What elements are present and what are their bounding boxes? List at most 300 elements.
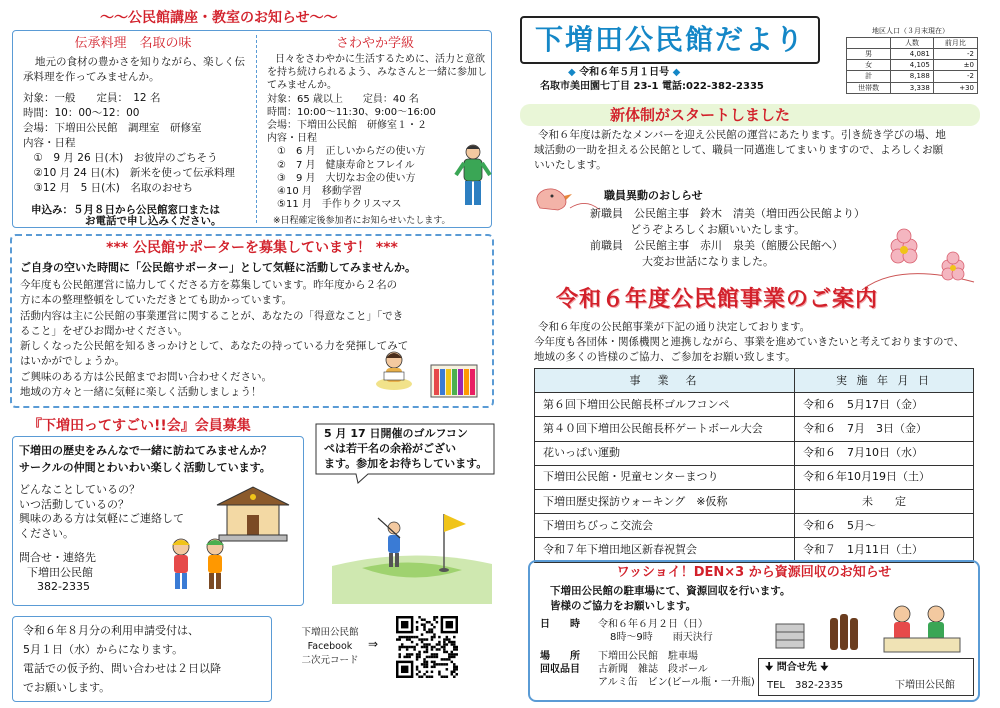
address-text: 名取市美田園七丁目 23-1 [540, 81, 659, 92]
population-table [846, 37, 978, 94]
qr-module [428, 656, 430, 658]
sugoi-line: サークルの仲間とわいわい楽しく活動しています。 [19, 461, 271, 474]
supporter-line: ること」をぜひお聞かせください。 [20, 324, 188, 337]
densho-line: 対象：一般 定員： 12 名 [23, 92, 161, 104]
qr-module [401, 646, 403, 648]
qr-module [403, 636, 405, 638]
new-system-body [534, 128, 946, 173]
qr-module [423, 651, 425, 653]
qr-module [453, 666, 455, 668]
event-name: 令和７年下増田地区新春祝賀会 [535, 538, 795, 562]
qr-module [441, 676, 443, 678]
qr-module [423, 626, 425, 628]
qr-module [423, 628, 425, 630]
personnel-body [590, 206, 865, 270]
recycle-date-label: 日 時 [540, 619, 580, 630]
pop-cell: 世帯数 [847, 82, 891, 93]
qr-module [443, 643, 445, 645]
qr-module [451, 656, 453, 658]
qr-module [433, 666, 435, 668]
qr-module [426, 646, 428, 648]
sawayaka-line: 会場：下増田公民館 研修室１・２ [267, 120, 427, 132]
qr-module [451, 641, 453, 643]
qr-module [443, 663, 445, 665]
sugoi-title: 『下増田ってすごい!!会』会員募集 [28, 418, 251, 434]
densho-body [23, 55, 245, 196]
recycle-items-value-2: アルミ缶 ビン(ビール瓶・一升瓶) [598, 677, 755, 688]
personnel-line: どうぞよろしくお願いいたします。 [630, 223, 806, 236]
qr-module [431, 666, 433, 668]
recycle-lead-line: 皆様のご協力をお願いします。 [550, 600, 697, 612]
qr-module [428, 621, 430, 623]
qr-module [418, 653, 420, 655]
golf-text [324, 426, 487, 471]
densho-line: 内容・日程 [23, 137, 76, 149]
qr-module [453, 646, 455, 648]
sugoi-contact-tel: 382-2335 [37, 580, 90, 593]
recycle-contact-label: 問合せ先 [776, 662, 817, 673]
table-row [535, 489, 974, 513]
recycle-row [540, 663, 755, 676]
qr-module [426, 671, 428, 673]
qr-module [416, 673, 418, 675]
qr-module [438, 641, 440, 643]
recycle-time-value: 8時～9時 雨天決行 [610, 632, 713, 643]
event-name: 下増田ちびっこ交流会 [535, 514, 795, 538]
supporter-line: はいかがでしょうか。 [20, 355, 125, 368]
qr-module [453, 641, 455, 643]
personnel-line: 大変お世話になりました。 [642, 255, 774, 268]
qr-module [423, 661, 425, 663]
qr-module [418, 651, 420, 653]
qr-module [398, 638, 400, 640]
qr-module [451, 673, 453, 675]
issue-date [568, 66, 680, 81]
exercise-man-illustration [453, 143, 493, 209]
pop-cell: 4,081 [891, 49, 934, 60]
facebook-line: 下増田公民館 [301, 627, 359, 638]
qr-module [423, 673, 425, 675]
qr-module [446, 636, 448, 638]
table-row [535, 441, 974, 465]
densho-line: ③12 月 5 日(木) 名取のおせち [23, 182, 194, 194]
qr-module [406, 646, 408, 648]
qr-module [408, 653, 410, 655]
recycle-illustration [774, 604, 974, 654]
qr-module [431, 653, 433, 655]
supporter-body [20, 278, 408, 400]
qr-module [411, 636, 413, 638]
qr-module [443, 651, 445, 653]
qr-module [456, 673, 458, 675]
qr-module [416, 636, 418, 638]
qr-module [433, 633, 435, 635]
population-table-wrap [846, 37, 978, 94]
events-table [534, 368, 974, 563]
qr-module [423, 623, 425, 625]
supporter-line: 地域の方々と一緒に気軽に楽しく活動しましょう！ [20, 386, 262, 399]
sawayaka-line: 時間：10:00～11:30、9:00～16:00 [267, 106, 436, 118]
facebook-label [292, 626, 368, 668]
qr-module [408, 646, 410, 648]
qr-module [438, 671, 440, 673]
supporter-lead: ご自身の空いた時間に「公民館サポーター」として気軽に活動してみませんか。 [20, 261, 416, 274]
sawayaka-line: 内容・日程 [267, 133, 317, 145]
qr-module [428, 628, 430, 630]
qr-module [436, 648, 438, 650]
qr-module [431, 648, 433, 650]
qr-module [398, 653, 400, 655]
qr-module [411, 646, 413, 648]
event-name: 下増田歴史探訪ウォーキング ※仮称 [535, 489, 795, 513]
sawayaka-line: ① 6 月 正しいからだの使い方 [267, 146, 426, 158]
qr-module [446, 663, 448, 665]
qr-module [431, 638, 433, 640]
reading-person-illustration [372, 348, 416, 392]
pop-cell: 8,188 [891, 71, 934, 82]
booking-text [23, 621, 221, 697]
supporter-line: 今年度も公民館運営に協力してくださる方を募集しています。昨年度から２名の [20, 279, 398, 291]
qr-module [426, 643, 428, 645]
qr-module [453, 636, 455, 638]
qr-module [416, 653, 418, 655]
sawayaka-note: ※日程確定後参加者にお知らせいたします。 [273, 216, 451, 226]
qr-module [403, 656, 405, 658]
supporter-line: ご興味のある方は公民館までお問い合わせください。 [20, 370, 272, 383]
recycle-place-value: 下増田公民館 駐車場 [598, 651, 698, 662]
densho-line: ① 9 月 26 日(木) お彼岸のごちそう [23, 152, 218, 164]
densho-line: 時間：10：00～12：00 [23, 107, 140, 119]
courses-heading: ～～公民館講座・教室のお知らせ～～ [100, 10, 338, 26]
recycle-details [540, 618, 755, 689]
recycle-lead [550, 584, 790, 614]
recycle-title: ワッショイ！DEN×3 から資源回収のお知らせ [616, 565, 892, 580]
qr-module [426, 661, 428, 663]
densho-line: ②10 月 24 日(木) 新米を使って伝承料理 [23, 167, 235, 179]
event-date: 令和６ 7月10日（水） [795, 441, 974, 465]
qr-module [406, 636, 408, 638]
event-name: 第４０回下増田公民館長杯ゲートボール大会 [535, 417, 795, 441]
diamond-icon: ◆ [568, 67, 576, 78]
qr-module [456, 646, 458, 648]
qr-module [421, 633, 423, 635]
sugoi-contact-label: 問合せ・連絡先 [19, 551, 96, 564]
qr-module [433, 656, 435, 658]
densho-line: 地元の食材の豊かさを知りながら、楽しく伝 [35, 56, 245, 68]
arrow-down-icon: 🠋 [765, 662, 774, 673]
qr-module [406, 638, 408, 640]
qr-module [446, 638, 448, 640]
qr-module [423, 666, 425, 668]
supporter-line: 方に本の整理整頓をしていただきとても助かっています。 [20, 294, 293, 307]
qr-module [416, 621, 418, 623]
recycle-date-value: 令和６年６月２日（日） [598, 619, 708, 630]
qr-module [456, 653, 458, 655]
qr-module [451, 643, 453, 645]
qr-module [436, 663, 438, 665]
sawayaka-line: ② 7 月 健康寿命とフレイル [267, 159, 415, 171]
title-banner [520, 16, 820, 64]
newsletter-title: 下増田公民館だより [534, 23, 805, 56]
qr-module [426, 648, 428, 650]
qr-module [443, 648, 445, 650]
qr-module [453, 643, 455, 645]
pop-header: 前月比 [933, 38, 977, 49]
pop-header: 人数 [891, 38, 934, 49]
qr-module [413, 646, 415, 648]
qr-module [408, 638, 410, 640]
recycle-box [528, 560, 980, 702]
sawayaka-line: 日々をさわやかに生活するために、活力と意欲 [275, 54, 485, 65]
qr-module [408, 636, 410, 638]
qr-module [406, 653, 408, 655]
qr-module [453, 663, 455, 665]
qr-module [423, 658, 425, 660]
qr-module [416, 656, 418, 658]
qr-module [423, 643, 425, 645]
qr-module [443, 646, 445, 648]
table-row [535, 538, 974, 562]
qr-module [423, 638, 425, 640]
qr-module [431, 646, 433, 648]
pop-cell: 4,105 [891, 60, 934, 71]
qr-module [446, 651, 448, 653]
qr-module [431, 631, 433, 633]
table-row [535, 514, 974, 538]
golf-line: ます。参加をお待ちしています。 [324, 457, 488, 470]
events-intro [534, 320, 964, 365]
qr-module [446, 643, 448, 645]
qr-module [433, 618, 435, 620]
qr-module [428, 643, 430, 645]
qr-module [421, 623, 423, 625]
qr-module [431, 636, 433, 638]
qr-module [401, 643, 403, 645]
sawayaka-line: ③ 9 月 大切なお金の使い方 [267, 172, 416, 184]
qr-module [411, 641, 413, 643]
qr-module [426, 656, 428, 658]
densho-title: 伝承料理 名取の味 [74, 36, 192, 51]
qr-module [431, 623, 433, 625]
qr-module [443, 658, 445, 660]
qr-module [433, 626, 435, 628]
sawayaka-line: 対象：65 歳以上 定員：40 名 [267, 93, 419, 105]
events-intro-line: 令和６年度の公民館事業が下記の通り決定しております。 [538, 321, 811, 333]
events-col-date: 実 施 年 月 日 [795, 369, 974, 393]
tel-text: 電話:022-382-2335 [662, 81, 764, 92]
supporter-line: 活動内容は主に公民館の事業運営に関することが、あなたの「得意なこと」「でき [20, 309, 404, 322]
arrow-down-icon: 🠋 [820, 662, 829, 673]
qr-module [421, 641, 423, 643]
qr-module [433, 636, 435, 638]
event-name: 第６回下増田公民館長杯ゴルフコンペ [535, 393, 795, 417]
qr-module [453, 676, 455, 678]
event-date: 令和６年10月19日（土） [795, 465, 974, 489]
qr-module [398, 646, 400, 648]
qr-module [431, 676, 433, 678]
new-system-line: 域活動の一助を担える公民館として、職員一同邁進してまいりますので、よろしくお願 [534, 144, 944, 156]
qr-module [456, 668, 458, 670]
qr-module [433, 646, 435, 648]
qr-module [426, 631, 428, 633]
qr-module [413, 636, 415, 638]
pop-cell: +30 [933, 82, 977, 93]
table-row [535, 417, 974, 441]
sawayaka-line: を持ち続けられるよう、みなさんと一緒に参加し [267, 67, 487, 79]
qr-module [451, 661, 453, 663]
supporter-line: 新しくなった公民館を知るきっかけとして、あなたの持っている力を発揮してみて [20, 340, 409, 353]
qr-module [398, 656, 400, 658]
qr-module [401, 636, 403, 638]
recycle-contact-box [758, 658, 974, 696]
qr-module [436, 643, 438, 645]
event-date: 未 定 [795, 489, 974, 513]
events-col-name: 事 業 名 [535, 369, 795, 393]
recycle-items-label: 回収品目 [540, 664, 580, 675]
qr-module [443, 641, 445, 643]
qr-module [426, 676, 428, 678]
qr-module [456, 666, 458, 668]
event-name: 下増田公民館・児童センターまつり [535, 465, 795, 489]
qr-module [426, 638, 428, 640]
sugoi-line: どんなことしているの？ [19, 483, 140, 496]
qr-module [431, 656, 433, 658]
recycle-row [540, 631, 755, 644]
qr-module [398, 648, 400, 650]
recycle-contact-heading [765, 661, 829, 676]
qr-module [446, 676, 448, 678]
qr-module [448, 653, 450, 655]
qr-module [433, 663, 435, 665]
qr-module [423, 646, 425, 648]
qr-module [453, 656, 455, 658]
qr-module [418, 616, 420, 618]
pop-cell: -2 [933, 71, 977, 82]
facebook-line: 二次元コード [301, 655, 359, 666]
booking-line: 令和６年８月分の利用申請受付は、 [23, 624, 199, 637]
recycle-lead-line: 下増田公民館の駐車場にて、資源回収を行います。 [550, 585, 791, 597]
courses-box [12, 30, 492, 228]
new-system-line: いいたします。 [534, 159, 607, 171]
densho-line: 会場：下増田公民館 調理室 研修室 [23, 122, 202, 134]
qr-module [416, 628, 418, 630]
qr-finder-pattern [401, 666, 408, 673]
qr-module [416, 626, 418, 628]
qr-module [438, 648, 440, 650]
qr-module [418, 638, 420, 640]
qr-module [421, 618, 423, 620]
sawayaka-line: ⑤11 月 手作りクリスマス [267, 199, 402, 211]
facebook-qr-code[interactable] [396, 616, 458, 678]
events-intro-line: 地域の多くの皆様のご協力、ご参加をお願い致します。 [534, 351, 796, 363]
sugoi-body [19, 442, 272, 476]
sawayaka-title: さわやか学級 [335, 36, 414, 51]
qr-module [418, 671, 420, 673]
sugoi-line: いつ活動しているの？ [19, 497, 129, 511]
qr-module [416, 643, 418, 645]
booking-line: 電話での仮予約、問い合わせは２日以降 [23, 662, 221, 675]
diamond-icon: ◆ [672, 67, 681, 78]
qr-module [426, 651, 428, 653]
recycle-place-label: 場 所 [540, 651, 580, 662]
qr-module [421, 646, 423, 648]
event-date: 令和６ 5月17日（金） [795, 393, 974, 417]
events-table-wrap [534, 368, 974, 563]
qr-module [446, 658, 448, 660]
booking-line: でお願いします。 [23, 681, 111, 694]
sawayaka-line: ④10 月 移動学習 [267, 186, 362, 198]
issue-date-text: 令和６年５月１日号 [579, 67, 670, 78]
personnel-line: 新職員 公民館主事 鈴木 清美（増田西公民館より） [590, 207, 865, 220]
qr-module [436, 656, 438, 658]
qr-module [398, 636, 400, 638]
temple-illustration [213, 481, 293, 543]
pop-cell: 女 [847, 60, 891, 71]
booking-line: 5月１日（水）からになります。 [23, 643, 184, 656]
sugoi-line: 下増田の歴史をみんなで一緒に訪ねてみませんか？ [19, 444, 272, 457]
qr-module [426, 621, 428, 623]
recycle-contact-name: 下増田公民館 [895, 680, 955, 691]
qr-module [418, 656, 420, 658]
qr-module [396, 638, 398, 640]
qr-module [448, 641, 450, 643]
new-system-band [520, 104, 980, 126]
qr-module [428, 676, 430, 678]
qr-module [416, 668, 418, 670]
address-line [540, 80, 764, 95]
qr-module [408, 656, 410, 658]
qr-module [453, 653, 455, 655]
event-date: 令和６ 7月 3日（金） [795, 417, 974, 441]
qr-module [438, 663, 440, 665]
sugoi-line: ください。 [19, 526, 74, 540]
event-date: 令和６ 5月～ [795, 514, 974, 538]
qr-module [438, 636, 440, 638]
qr-module [413, 648, 415, 650]
golf-line: ペは若干名の余裕がござい [324, 442, 456, 455]
pop-cell: 男 [847, 49, 891, 60]
qr-module [438, 673, 440, 675]
event-date: 令和７ 1月11日（土） [795, 538, 974, 562]
population-caption: 地区人口（３月末現在） [872, 27, 949, 35]
qr-module [456, 648, 458, 650]
qr-module [423, 618, 425, 620]
pop-cell: 3,338 [891, 82, 934, 93]
golf-line: 5 月 17 日開催のゴルフコン [324, 427, 468, 440]
qr-module [441, 663, 443, 665]
sugoi-body-2 [19, 483, 184, 541]
qr-finder-pattern [446, 621, 453, 628]
densho-apply-line: お電話で申し込みください。 [85, 215, 222, 227]
table-row [535, 465, 974, 489]
qr-module [416, 666, 418, 668]
bookshelf-illustration [430, 364, 478, 398]
pop-header [847, 38, 891, 49]
qr-module [448, 638, 450, 640]
qr-module [441, 646, 443, 648]
qr-module [411, 653, 413, 655]
events-title: 令和６年度公民館事業のご案内 [556, 287, 879, 312]
hikers-illustration [163, 537, 239, 593]
qr-module [443, 638, 445, 640]
sugoi-line: 興味のある方は気軽にご連絡して [19, 512, 184, 526]
booking-box [12, 616, 272, 702]
golf-box [312, 420, 498, 606]
recycle-row [540, 618, 755, 631]
event-name: 花いっぱい運動 [535, 441, 795, 465]
qr-module [416, 658, 418, 660]
qr-module [433, 616, 435, 618]
